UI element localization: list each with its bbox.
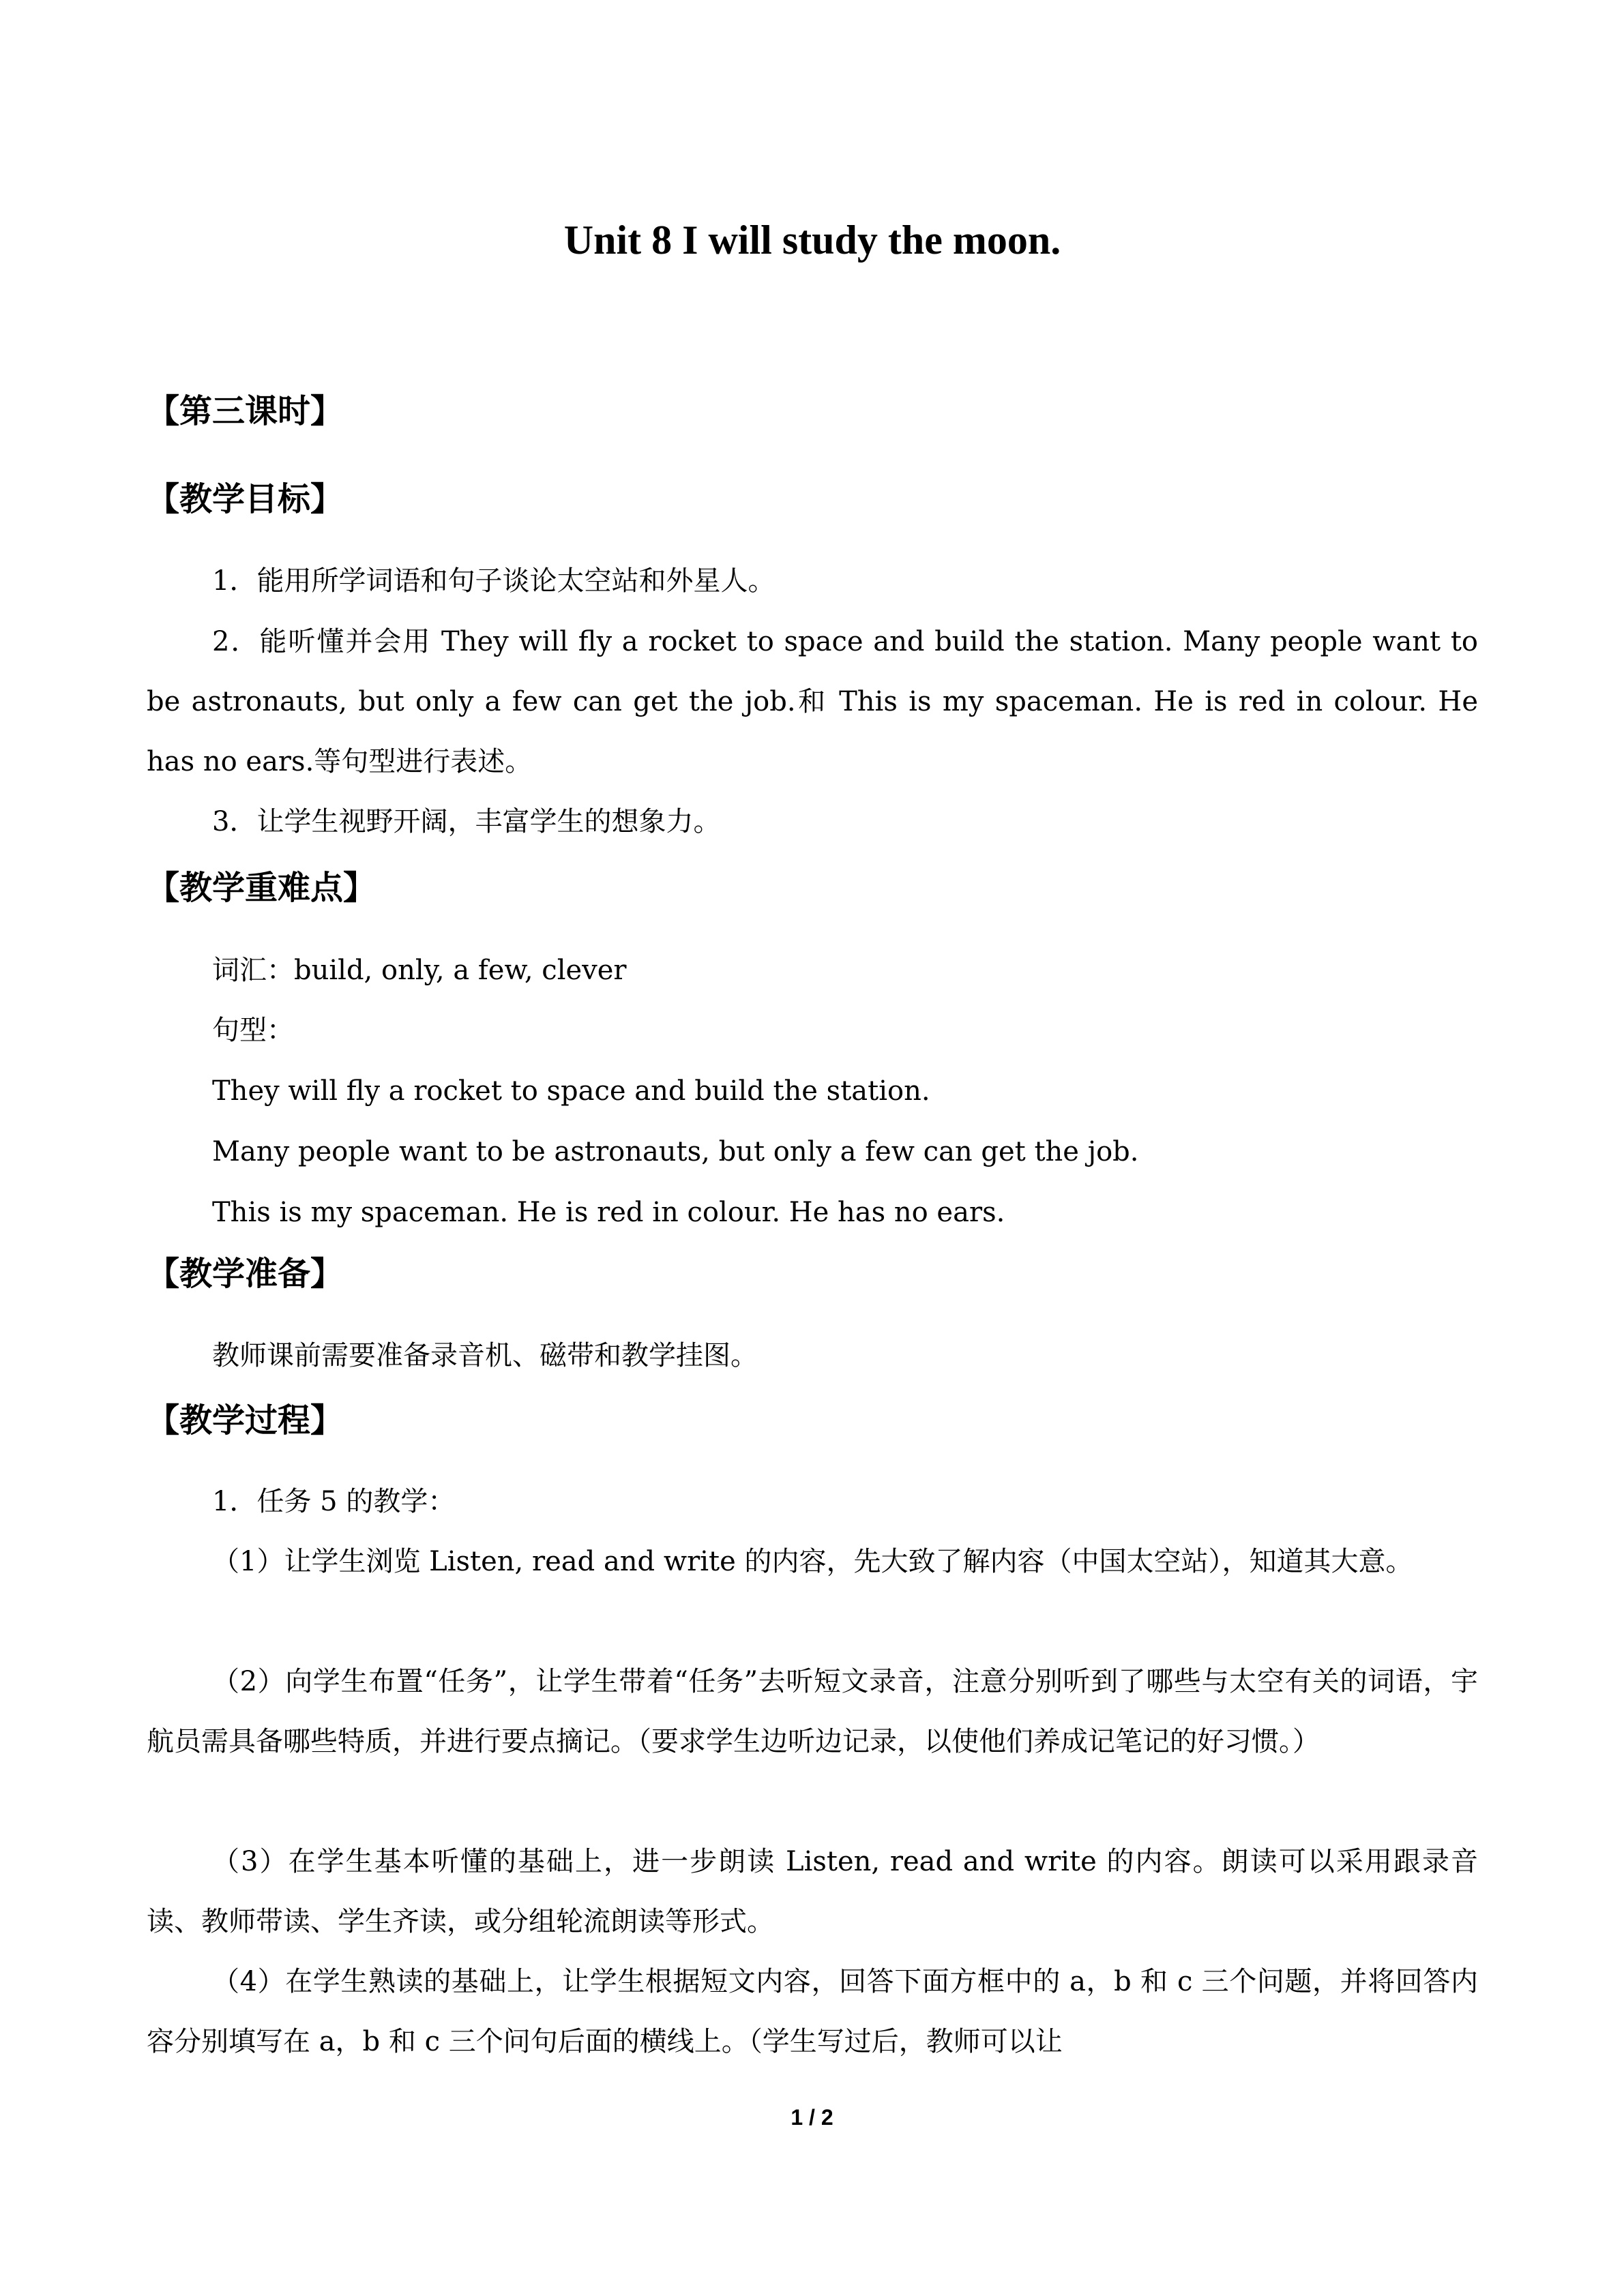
- preparation-text: 教师课前需要准备录音机、磁带和教学挂图。: [212, 1340, 758, 1371]
- pattern-sentence: Many people want to be astronauts, but only a few can get the job.: [212, 1136, 1139, 1167]
- process-step-1: （1）让学生浏览 Listen, read and write 的内容，先大致了解内容（中国太空站），知道其大意。: [212, 1546, 1413, 1577]
- vocabulary-line: 词汇：build, only, a few, clever: [212, 955, 627, 986]
- objectives-heading: 【教学目标】: [147, 480, 344, 518]
- process-heading: 【教学过程】: [147, 1401, 344, 1440]
- document-title: Unit 8 I will study the moon.: [563, 218, 1061, 263]
- process-step-4: （4）在学生熟读的基础上，让学生根据短文内容，回答下面方框中的 a，b 和 c 三个问题，并将回答内容分别填写在 a，b 和 c 三个问句后面的横线上。（学生写过后，教师可以让: [147, 1966, 1478, 2057]
- process-step-2: （2）向学生布置“任务”，让学生带着“任务”去听短文录音，注意分别听到了哪些与太空有关的词语，宇航员需具备哪些特质，并进行要点摘记。（要求学生边听边记录，以使他们养成记笔记的好习惯。）: [147, 1666, 1478, 1757]
- task-title: 1．任务 5 的教学：: [212, 1486, 456, 1517]
- pattern-sentence: They will fly a rocket to space and build the station.: [212, 1075, 930, 1107]
- page-number: 1 / 2: [791, 2105, 833, 2130]
- patterns-label: 句型：: [212, 1015, 294, 1046]
- key-points-heading: 【教学重难点】: [147, 869, 377, 907]
- objective-item-2: 2．能听懂并会用 They will fly a rocket to space and build the station. Many people want to be astronauts, but only a few can get the job.和 This is my spaceman. He is red in colour. He has no ears.等句型进行表述。: [147, 626, 1478, 777]
- process-step-3: （3）在学生基本听懂的基础上，进一步朗读 Listen, read and write 的内容。朗读可以采用跟录音读、教师带读、学生齐读，或分组轮流朗读等形式。: [147, 1846, 1478, 1937]
- preparation-heading: 【教学准备】: [147, 1255, 344, 1293]
- pattern-sentence: This is my spaceman. He is red in colour. He has no ears.: [212, 1197, 1005, 1228]
- lesson-heading: 【第三课时】: [147, 392, 344, 430]
- objective-item-1: 1．能用所学词语和句子谈论太空站和外星人。: [212, 565, 776, 597]
- objective-item-3: 3．让学生视野开阔，丰富学生的想象力。: [212, 806, 721, 837]
